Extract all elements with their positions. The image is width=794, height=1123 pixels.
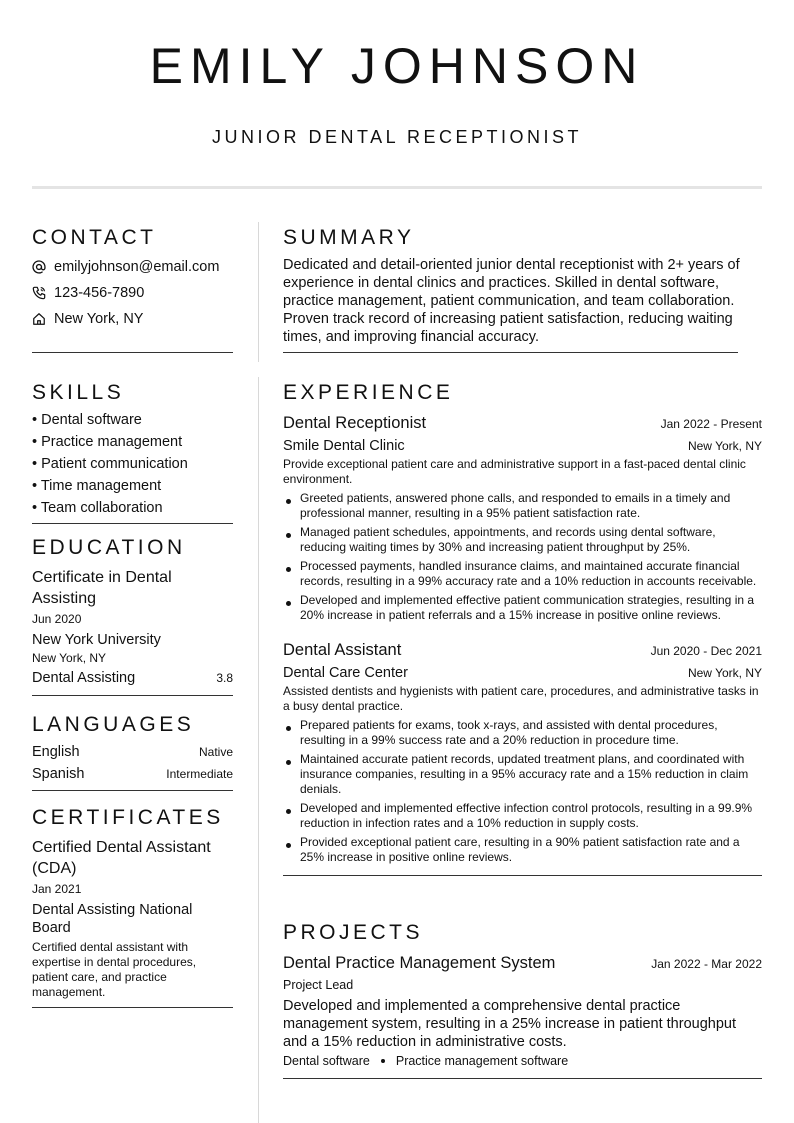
skill-item: • Time management (32, 478, 162, 494)
project-role: Project Lead (283, 978, 354, 992)
job-description: Provide exceptional patient care and administrative support in a fast-paced dental clinic environment. (283, 457, 746, 486)
certificate-name: Dental Assisting National Board (32, 902, 193, 936)
education-section (32, 535, 233, 696)
at-icon (32, 260, 54, 274)
project-tags (283, 1054, 762, 1068)
skill-item: • Team collaboration (32, 500, 163, 516)
job-dates: Jun 2020 - Dec 2021 (650, 644, 762, 658)
job-bullet: Greeted patients, answered phone calls, and responded to emails in a timely and professional manner, resulting in a 95% patient satisfaction rate. (283, 491, 762, 521)
section-divider (32, 1007, 233, 1008)
job-bullets (283, 718, 762, 865)
experience-section (283, 380, 762, 876)
section-divider (32, 523, 233, 524)
column-divider (258, 377, 259, 1123)
project-header (283, 952, 762, 974)
header-divider (32, 186, 762, 189)
section-divider (283, 352, 738, 353)
job-role: Dental Receptionist (283, 414, 427, 432)
job-company: Smile Dental Clinic (283, 438, 405, 454)
tag-separator (381, 1059, 385, 1063)
project-tag: Dental software (283, 1054, 370, 1068)
certificate-date: Jan 2021 (32, 882, 82, 896)
contact-location (32, 306, 233, 332)
certificate-name: Certified Dental Assistant (CDA) (32, 839, 211, 877)
skills-section (32, 380, 233, 524)
field-row (32, 668, 233, 688)
job-description: Assisted dentists and hygienists with patient care, procedures, and administrative tasks in a busy dental practice. (283, 684, 759, 713)
job-bullet: Prepared patients for exams, took x-rays, and assisted with dental procedures, resulting in a 99% success rate and a 20% reduction in procedure time. (283, 718, 762, 748)
gpa-value: 3.8 (216, 671, 233, 685)
job-subheader (283, 436, 762, 456)
language-level: Native (198, 745, 233, 759)
section-divider (32, 695, 233, 696)
project-description: Developed and implemented a comprehensive dental practice management system, resulting in a 25% increase in patient throughput and a 15% reduction in administrative costs. (283, 998, 736, 1050)
project-dates: Jan 2022 - Mar 2022 (651, 957, 762, 971)
language-row (32, 742, 233, 764)
job-role: Dental Assistant (283, 641, 402, 659)
education-date: Jun 2020 (32, 612, 82, 626)
location-text: New York, NY (54, 311, 144, 327)
column-divider (258, 222, 259, 362)
candidate-name: EMILY JOHNSON (149, 38, 645, 94)
job-location: New York, NY (687, 666, 762, 680)
certificate-description: Certified dental assistant with expertise in dental procedures, patient care, and practice management. (32, 940, 197, 999)
job-bullet: Developed and implemented effective infection control protocols, resulting in a 99.9% reduction in infection rates and a 10% reduction in supply costs. (283, 801, 762, 831)
section-title: CONTACT (32, 226, 157, 249)
job-bullets (283, 491, 762, 623)
job-entry (283, 639, 762, 865)
contact-phone[interactable] (32, 280, 233, 306)
home-icon (32, 312, 54, 326)
section-title: EDUCATION (32, 536, 186, 559)
job-bullet: Provided exceptional patient care, resulting in a 90% patient satisfaction rate and a 25% increase in positive online reviews. (283, 835, 762, 865)
job-subheader (283, 663, 762, 683)
contact-email[interactable] (32, 254, 233, 280)
contact-section (32, 225, 233, 353)
phone-icon (32, 286, 54, 300)
summary-section (283, 225, 762, 353)
section-title: SUMMARY (283, 226, 415, 249)
section-title: LANGUAGES (32, 713, 195, 736)
section-divider (32, 352, 233, 353)
section-divider (283, 875, 762, 876)
school-location: New York, NY (32, 651, 107, 665)
project-name: Dental Practice Management System (283, 954, 556, 972)
skill-item: • Dental software (32, 412, 142, 428)
languages-section (32, 712, 233, 791)
job-bullet: Maintained accurate patient records, updated treatment plans, and coordinated with insurance companies, resulting in a 95% accuracy rate and a 15% reduction in claim denials. (283, 752, 762, 797)
degree-title: Certificate in Dental Assisting (32, 569, 172, 607)
field-of-study: Dental Assisting (32, 670, 136, 686)
section-title: CERTIFICATES (32, 806, 224, 829)
job-location: New York, NY (687, 439, 762, 453)
language-name: Spanish (32, 766, 85, 782)
language-level: Intermediate (166, 767, 233, 781)
section-title: PROJECTS (283, 921, 424, 944)
job-title: JUNIOR DENTAL RECEPTIONIST (211, 127, 583, 147)
job-entry (283, 412, 762, 623)
language-row (32, 764, 233, 786)
job-bullet: Managed patient schedules, appointments, and records using dental software, reducing waiting times by 30% and increasing patient throughput by 25%. (283, 525, 762, 555)
section-title: EXPERIENCE (283, 381, 454, 404)
section-divider (283, 1078, 762, 1079)
email-text: emilyjohnson@email.com (54, 259, 220, 275)
skill-item: • Patient communication (32, 456, 188, 472)
job-bullet: Developed and implemented effective patient communication strategies, resulting in a 20% increase in patient referrals and a 15% increase in positive online reviews. (283, 593, 762, 623)
school-name: New York University (32, 632, 161, 648)
certificates-section (32, 805, 233, 1008)
summary-text: Dedicated and detail-oriented junior dental receptionist with 2+ years of experience in dental clinics and practices. Skilled in dental software, practice management, patient communication, and team collaboration. Proven track record of increasing patient satisfaction, reducing waiting times, and improving financial accuracy. (283, 257, 740, 345)
language-name: English (32, 744, 80, 760)
job-header (283, 412, 762, 434)
project-tag: Practice management software (395, 1054, 569, 1068)
job-company: Dental Care Center (283, 665, 408, 681)
job-header (283, 639, 762, 661)
skill-item: • Practice management (32, 434, 183, 450)
section-divider (32, 790, 233, 791)
phone-text: 123-456-7890 (54, 285, 145, 301)
projects-section (283, 920, 762, 1079)
job-bullet: Processed payments, handled insurance claims, and maintained accurate financial records, resulting in a 99% accuracy rate and a 10% reduction in accounts receivable. (283, 559, 762, 589)
section-title: SKILLS (32, 381, 125, 404)
job-dates: Jan 2022 - Present (660, 417, 762, 431)
